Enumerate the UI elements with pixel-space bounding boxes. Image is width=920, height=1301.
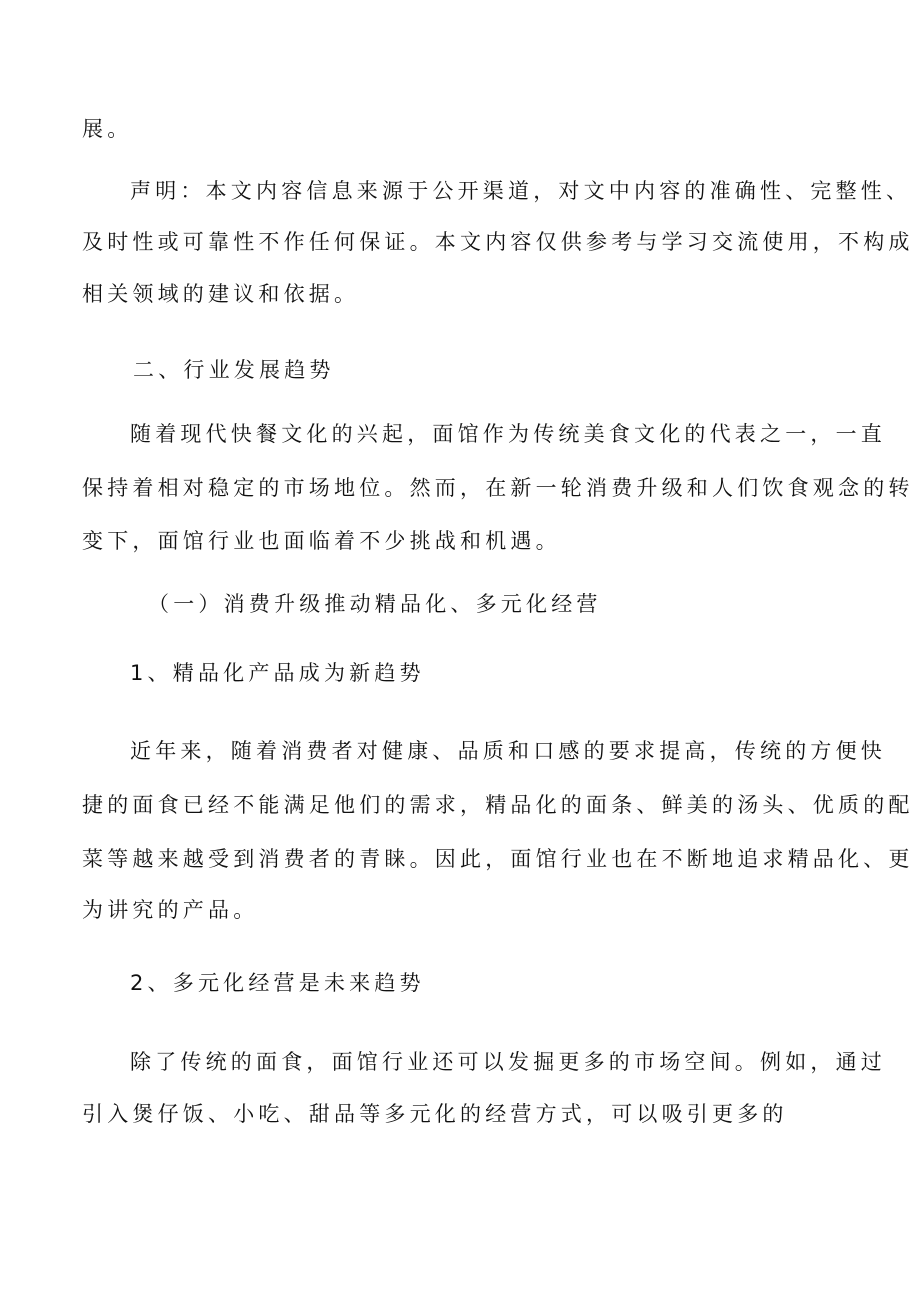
- disclaimer-line: 及时性或可靠性不作任何保证。本文内容仅供参考与学习交流使用，不构成: [82, 230, 914, 254]
- subsection-heading: （一）消费升级推动精品化、多元化经营: [148, 592, 602, 616]
- intro-line: 保持着相对稳定的市场地位。然而，在新一轮消费升级和人们饮食观念的转: [82, 476, 914, 500]
- disclaimer-line: 相关领域的建议和依据。: [82, 282, 360, 306]
- item2-line: 引入煲仔饭、小吃、甜品等多元化的经营方式，可以吸引更多的: [82, 1102, 788, 1126]
- item1-line: 菜等越来越受到消费者的青睐。因此，面馆行业也在不断地追求精品化、更: [82, 847, 914, 871]
- intro-line: 变下，面馆行业也面临着不少挑战和机遇。: [82, 529, 561, 553]
- paragraph-continued-line: 展。: [82, 117, 133, 141]
- item1-heading: 1、精品化产品成为新趋势: [130, 661, 425, 685]
- item2-line: 除了传统的面食，面馆行业还可以发掘更多的市场空间。例如，通过: [130, 1050, 886, 1074]
- item1-line: 捷的面食已经不能满足他们的需求，精品化的面条、鲜美的汤头、优质的配: [82, 793, 914, 817]
- item1-line: 为讲究的产品。: [82, 898, 259, 922]
- disclaimer-line: 声明：本文内容信息来源于公开渠道，对文中内容的准确性、完整性、: [130, 179, 912, 203]
- section-heading: 二、行业发展趋势: [133, 358, 335, 382]
- item2-heading: 2、多元化经营是未来趋势: [130, 971, 425, 995]
- item1-line: 近年来，随着消费者对健康、品质和口感的要求提高，传统的方便快: [130, 739, 886, 763]
- intro-line: 随着现代快餐文化的兴起，面馆作为传统美食文化的代表之一，一直: [130, 422, 886, 446]
